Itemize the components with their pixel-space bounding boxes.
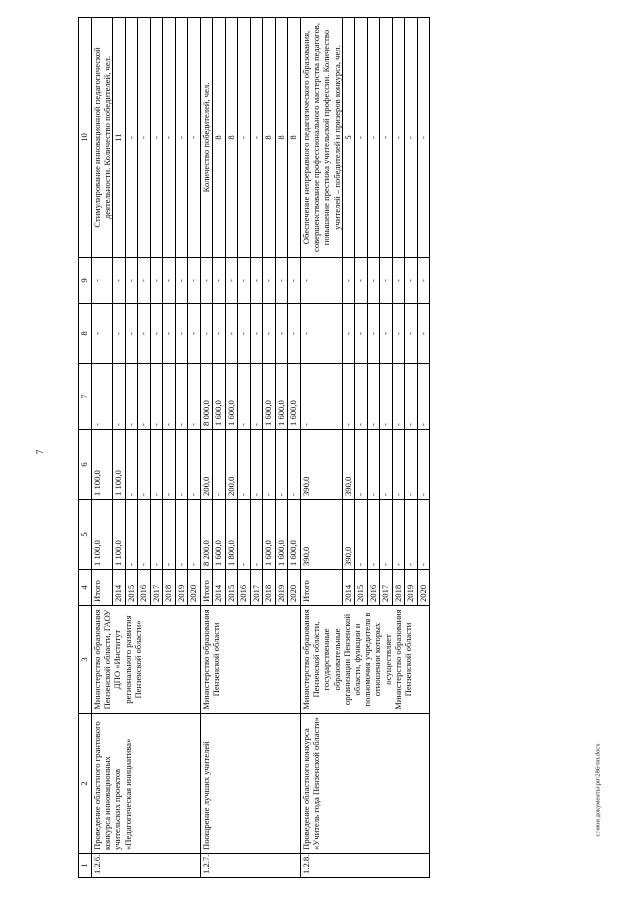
year-cell: 2015 [225,570,238,606]
year-cell: 2020 [188,570,201,606]
extra-budget-cell: - [250,258,263,304]
total-funding-cell: - [367,500,380,570]
total-funding-cell: - [250,500,263,570]
column-number: 2 [79,714,92,854]
year-cell: 2014 [113,570,126,606]
local-budget-cell: - [163,304,176,364]
column-number: 7 [79,364,92,430]
total-funding-cell: - [138,500,151,570]
indicator-value-cell: 8 [288,18,301,258]
regional-budget-cell: 1 100,0 [92,430,113,500]
extra-budget-cell: - [125,258,138,304]
indicator-value-cell: 5 [342,18,355,258]
federal-budget-cell: - [342,364,355,430]
federal-budget-cell: 1 600,0 [288,364,301,430]
extra-budget-cell: - [355,258,368,304]
federal-budget-cell: - [125,364,138,430]
column-number: 10 [79,18,92,258]
regional-budget-cell: - [417,430,430,500]
local-budget-cell: - [417,304,430,364]
federal-budget-cell: 1 600,0 [225,364,238,430]
regional-budget-cell: - [405,430,418,500]
total-funding-cell: 1 600,0 [213,500,226,570]
indicator-value-cell: - [380,18,393,258]
local-budget-cell: - [92,304,113,364]
year-cell: 2016 [138,570,151,606]
column-number-row [79,18,92,878]
indicator-value-cell: 8 [275,18,288,258]
local-budget-cell: - [355,304,368,364]
indicator-cell [200,18,213,258]
regional-budget-cell: - [163,430,176,500]
regional-budget-cell: - [238,430,251,500]
local-budget-cell: - [238,304,251,364]
federal-budget-cell: - [175,364,188,430]
year-cell: 2018 [163,570,176,606]
regional-budget-cell: - [175,430,188,500]
responsible-executor: Министерство образования Пензенской области, ГАОУ ДПО «Институт регионального развития Пензенской области» [92,606,201,714]
regional-budget-cell: - [288,430,301,500]
column-number: 8 [79,304,92,364]
regional-budget-cell: - [150,430,163,500]
total-funding-cell: 8 200,0 [200,500,213,570]
local-budget-cell: - [175,304,188,364]
indicator-value-cell: - [150,18,163,258]
local-budget-cell: - [225,304,238,364]
year-cell: 2017 [380,570,393,606]
year-cell: 2020 [288,570,301,606]
indicator-description: Обеспечение непрерывного педагогического образования, совершенствование профессионального мастерства педагогов, повышение престижа учительской профессии. Количество учителей – победителей и призеров конкурса, чел. [300,23,342,252]
local-budget-cell: - [263,304,276,364]
local-budget-cell: - [250,304,263,364]
regional-budget-cell: - [188,430,201,500]
column-number: 1 [79,854,92,878]
year-cell: 2016 [367,570,380,606]
local-budget-cell: - [392,304,405,364]
local-budget-cell: - [125,304,138,364]
table-row [92,18,113,878]
federal-budget-cell: 1 600,0 [263,364,276,430]
federal-budget-cell: - [300,364,342,430]
total-funding-cell: - [392,500,405,570]
federal-budget-cell: 8 000,0 [200,364,213,430]
federal-budget-cell: - [417,364,430,430]
year-cell: 2019 [405,570,418,606]
federal-budget-cell: - [355,364,368,430]
total-funding-cell: - [417,500,430,570]
program-activities-table [78,17,430,878]
total-funding-cell: 390,0 [342,500,355,570]
year-cell: 2015 [355,570,368,606]
year-cell: 2014 [342,570,355,606]
total-funding-cell: 1 100,0 [113,500,126,570]
local-budget-cell: - [138,304,151,364]
column-number: 9 [79,258,92,304]
extra-budget-cell: - [263,258,276,304]
local-budget-cell: - [367,304,380,364]
total-funding-cell: 1 600,0 [263,500,276,570]
total-funding-cell: 1 800,0 [225,500,238,570]
indicator-description: Количество победителей, чел. [200,82,211,193]
total-funding-cell: 1 100,0 [92,500,113,570]
activity-name: Проведение областного конкурса «Учитель года Пензенской области» [300,714,429,854]
indicator-value-cell: - [417,18,430,258]
year-cell: 2018 [392,570,405,606]
federal-budget-cell: 1 600,0 [213,364,226,430]
regional-budget-cell: 390,0 [342,430,355,500]
total-funding-cell: - [355,500,368,570]
indicator-value-cell: - [125,18,138,258]
extra-budget-cell: - [150,258,163,304]
regional-budget-cell: 390,0 [300,430,342,500]
local-budget-cell: - [213,304,226,364]
indicator-value-cell: 8 [263,18,276,258]
extra-budget-cell: - [200,258,213,304]
extra-budget-cell: - [275,258,288,304]
extra-budget-cell: - [163,258,176,304]
year-cell: 2019 [275,570,288,606]
total-funding-cell: - [163,500,176,570]
column-number: 6 [79,430,92,500]
responsible-executor: Министерство образования Пензенской области [200,606,300,714]
federal-budget-cell: - [392,364,405,430]
extra-budget-cell: - [213,258,226,304]
extra-budget-cell: - [238,258,251,304]
responsible-executor: Министерство образования Пензенской области, государственные образовательные организации Пензенской области, функции и полномочия учредителя в отношении которых осуществляет Министерство образования Пензенской области [300,606,429,714]
regional-budget-cell: - [138,430,151,500]
total-funding-cell: 1 600,0 [288,500,301,570]
indicator-value-cell: - [175,18,188,258]
local-budget-cell: - [275,304,288,364]
federal-budget-cell: 1 600,0 [275,364,288,430]
year-cell: 2017 [150,570,163,606]
column-number: 5 [79,500,92,570]
year-cell: 2018 [263,570,276,606]
federal-budget-cell: - [405,364,418,430]
extra-budget-cell: - [138,258,151,304]
local-budget-cell: - [113,304,126,364]
table-row [200,18,213,878]
total-funding-cell: 390,0 [300,500,342,570]
extra-budget-cell: - [380,258,393,304]
extra-budget-cell: - [417,258,430,304]
extra-budget-cell: - [92,258,113,304]
year-cell: 2020 [417,570,430,606]
federal-budget-cell: - [188,364,201,430]
regional-budget-cell: - [275,430,288,500]
federal-budget-cell: - [380,364,393,430]
total-funding-cell: - [188,500,201,570]
total-funding-cell: 1 600,0 [275,500,288,570]
indicator-description: Стимулирование инновационной педагогической деятельности. Количество победителей, чел. [92,47,113,228]
extra-budget-cell: - [405,258,418,304]
year-cell: Итого [300,570,342,606]
total-funding-cell: - [175,500,188,570]
activity-name: Проведение областного грантового конкурса инновационных учительских проектов «Педагогическая инициатива» [92,714,201,854]
column-number: 4 [79,570,92,606]
year-cell: 2015 [125,570,138,606]
year-cell: 2014 [213,570,226,606]
indicator-value-cell: - [188,18,201,258]
extra-budget-cell: - [300,258,342,304]
federal-budget-cell: - [238,364,251,430]
year-cell: Итого [200,570,213,606]
local-budget-cell: - [288,304,301,364]
page-number: 7 [35,449,45,455]
indicator-value-cell: - [163,18,176,258]
extra-budget-cell: - [225,258,238,304]
activity-number: 1.2.6. [92,854,201,878]
extra-budget-cell: - [367,258,380,304]
indicator-value-cell: - [250,18,263,258]
column-number: 3 [79,606,92,714]
total-funding-cell: - [380,500,393,570]
federal-budget-cell: - [138,364,151,430]
year-cell: Итого [92,570,113,606]
total-funding-cell: - [150,500,163,570]
indicator-value-cell: 8 [213,18,226,258]
activity-number: 1.2.7. [200,854,300,878]
federal-budget-cell: - [113,364,126,430]
total-funding-cell: - [238,500,251,570]
indicator-value-cell: - [238,18,251,258]
extra-budget-cell: - [288,258,301,304]
regional-budget-cell: 200,0 [225,430,238,500]
extra-budget-cell: - [188,258,201,304]
year-cell: 2019 [175,570,188,606]
local-budget-cell: - [380,304,393,364]
local-budget-cell: - [150,304,163,364]
regional-budget-cell: - [380,430,393,500]
indicator-cell [300,18,342,258]
federal-budget-cell: - [367,364,380,430]
indicator-value-cell: - [355,18,368,258]
year-cell: 2017 [250,570,263,606]
indicator-value-cell: 8 [225,18,238,258]
local-budget-cell: - [300,304,342,364]
footer-file-path: c:\мои документы\рп\286-пп.docx [594,743,602,837]
indicator-value-cell: - [138,18,151,258]
federal-budget-cell: - [250,364,263,430]
total-funding-cell: - [125,500,138,570]
activity-number: 1.2.8. [300,854,429,878]
regional-budget-cell: - [367,430,380,500]
local-budget-cell: - [188,304,201,364]
regional-budget-cell: 200,0 [200,430,213,500]
regional-budget-cell: - [355,430,368,500]
indicator-value-cell: - [367,18,380,258]
indicator-value-cell: - [392,18,405,258]
local-budget-cell: - [200,304,213,364]
activity-name: Поощрение лучших учителей [200,714,300,854]
indicator-value-cell: 11 [113,18,126,258]
federal-budget-cell: - [163,364,176,430]
year-cell: 2016 [238,570,251,606]
total-funding-cell: - [405,500,418,570]
extra-budget-cell: - [342,258,355,304]
indicator-value-cell: - [405,18,418,258]
regional-budget-cell: - [263,430,276,500]
extra-budget-cell: - [175,258,188,304]
table-body [92,18,430,878]
regional-budget-cell: - [125,430,138,500]
extra-budget-cell: - [113,258,126,304]
indicator-cell [92,18,113,258]
regional-budget-cell: - [213,430,226,500]
federal-budget-cell: - [92,364,113,430]
table-row [300,18,342,878]
extra-budget-cell: - [392,258,405,304]
rotated-table-container [78,18,564,878]
regional-budget-cell: 1 100,0 [113,430,126,500]
regional-budget-cell: - [250,430,263,500]
regional-budget-cell: - [392,430,405,500]
federal-budget-cell: - [150,364,163,430]
local-budget-cell: - [405,304,418,364]
local-budget-cell: - [342,304,355,364]
